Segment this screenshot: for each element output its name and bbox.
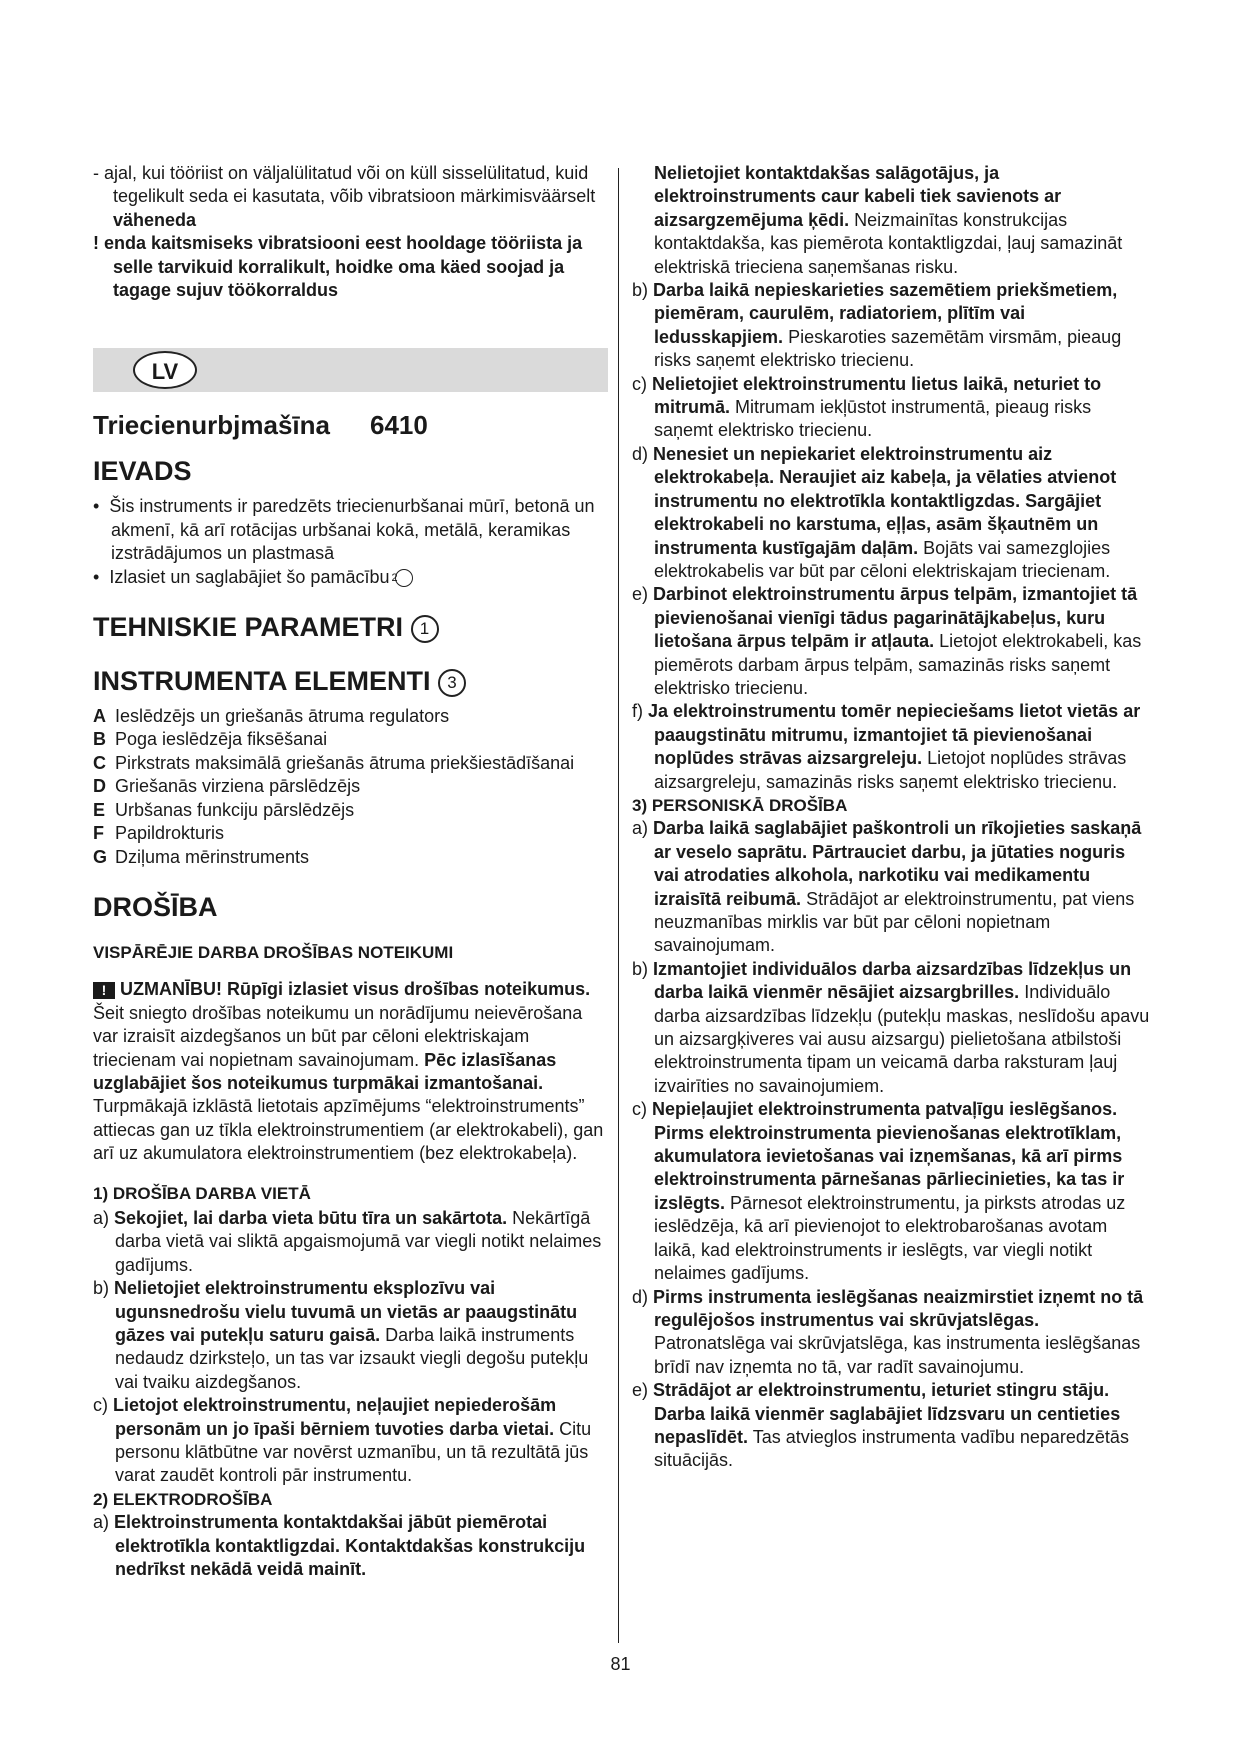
product-title: Triecienurbjmašīna 6410 [93, 410, 428, 441]
rule-item: b) Izmantojiet individuālos darba aizsardzības līdzekļus un darba laikā vienmēr nēsājiet aizsargbrilles. Individuālo darba aizsardzības līdzekļu (putekļu maskas, neslīdošu apavu un aizsargķiveres vai ausu aizsargu) pielietošana atbilstoši elektroinstrumenta tipam un veicamā darba raksturam ļauj izvairīties no savainojumiem. [632, 958, 1150, 1096]
rule-item: c) Nelietojiet elektroinstrumentu lietus laikā, neturiet to mitrumā. Mitrumam iekļūstot instrumentā, pieaug risks saņemt elektrisko triecienu. [632, 373, 1102, 441]
ievads-item: • Izlasiet un saglabājiet šo pamācību 2 [93, 566, 608, 589]
ref-badge: 3 [438, 669, 466, 697]
column-divider [618, 168, 619, 1643]
elements-heading: INSTRUMENTA ELEMENTI 3 [93, 665, 608, 697]
ievads-heading: IEVADS [93, 456, 192, 487]
section3-heading: 3) PERSONISKĀ DROŠĪBA [632, 795, 848, 815]
list-item: B Poga ieslēdzēja fiksēšanai [93, 729, 328, 750]
right-column [632, 162, 1152, 1473]
warning-paragraph: ! UZMANĪBU! Rūpīgi izlasiet visus drošības noteikumus. Šeit sniegto drošības noteikumu un norādījumu neievērošana var izraisīt aizdegšanos un būt par cēloni elektriskajam triecienam vai nopietnam savainojumam. Pēc izlasīšanas uzglabājiet šos noteikumus turpmākai izmantošanai. Turpmākajā izklāstā lietotais apzīmējums “elektroinstruments” attiecas gan uz tīkla elektroinstrumentiem (ar elektrokabeli), gan arī uz akumulatora elektroinstrumentiem (bez elektrokabeļa). [93, 979, 604, 1164]
language-band [93, 348, 608, 392]
ievads-item: • Šis instruments ir paredzēts triecienurbšanai mūrī, betonā un akmenī, kā arī rotācijas urbšanai kokā, metālā, keramikas izstrādājumos un plastmasā [93, 496, 595, 564]
general-rules-heading: VISPĀRĒJIE DARBA DROŠĪBAS NOTEIKUMI [93, 942, 454, 962]
tech-params-heading: TEHNISKIE PARAMETRI 1 [93, 611, 608, 643]
rule-continuation: Nelietojiet kontaktdakšas salāgotājus, ja elektroinstruments caur kabeli tiek savienots ar aizsargzemējuma ķēdi. Neizmainītas konstrukcijas kontaktdakša, kas piemērota kontaktligzdai, ļauj samazināt elektriskā trieciena saņemšanas risku. [654, 163, 1123, 277]
rule-item: d) Pirms instrumenta ieslēgšanas neaizmirstiet izņemt no tā regulējošos instrumentus vai skrūvjatslēgas. Patronatslēga vai skrūvjatslēga, kas instrumenta ieslēgšanas brīdī nav izņemta no tā, var radīt savainojumu. [632, 1286, 1144, 1377]
model-number: 6410 [369, 410, 428, 441]
drosiba-heading: DROŠĪBA [93, 891, 218, 922]
ref-badge: 2 [395, 569, 413, 587]
list-item: D Griešanās virziena pārslēdzējs [93, 776, 361, 797]
rule-item: e) Darbinot elektroinstrumentu ārpus telpām, izmantojiet tā pievienošanai vienīgi tādus pagarinātājkabeļus, kuru lietošana ārpus telpām ir atļauta. Lietojot elektrokabeli, kas piemērots darbam ārpus telpām, samazinās risks saņemt elektrisko triecienu. [632, 584, 1142, 698]
rule-item: a) Darba laikā saglabājiet paškontroli un rīkojieties saskaņā ar veselo saprātu. Pārtrauciet darbu, ja jūtaties noguris vai atrodaties alkohola, narkotiku vai medikamentu izraisītā reibumā. Strādājot ar elektroinstrumentu, pat viens neuzmanības mirklis var būt par cēloni nopietnam savainojumam. [632, 818, 1142, 956]
rule-item: a) Elektroinstrumenta kontaktdakšai jābūt piemērotai elektrotīkla kontaktligzdai. Kontaktdakšas konstrukciju nedrīkst nekādā veidā mainīt. [93, 1512, 586, 1580]
rule-item: b) Darba laikā nepieskarieties sazemētiem priekšmetiem, piemēram, caurulēm, radiatoriem, plītīm vai ledusskapjiem. Pieskaroties sazemētām virsmām, pieaug risks saņemt elektrisko triecienu. [632, 280, 1122, 371]
list-item: E Urbšanas funkciju pārslēdzējs [93, 799, 355, 820]
rule-item: e) Strādājot ar elektroinstrumentu, ieturiet stingru stāju. Darba laikā vienmēr saglabājiet līdzsvaru un centieties nepaslīdēt. Tas atvieglos instrumenta vadību neparedzētās situācijās. [632, 1380, 1129, 1471]
left-column [93, 162, 608, 1581]
section1-heading: 1) DROŠĪBA DARBA VIETĀ [93, 1183, 311, 1203]
list-item: A Ieslēdzējs un griešanās ātruma regulators [93, 706, 450, 727]
language-badge: LV [133, 351, 197, 389]
rule-item: d) Nenesiet un nepiekariet elektroinstrumentu aiz elektrokabeļa. Neraujiet aiz kabeļa, ja vēlaties atvienot instrumentu no elektrotīkla kontaktligzdas. Sargājiet elektrokabeli no karstuma, eļļas, asām šķautnēm un instrumenta kustīgajām daļām. Bojāts vai samezglojies elektrokabelis var būt par cēloni elektriskajam triecienam. [632, 443, 1117, 581]
rule-item: a) Sekojiet, lai darba vieta būtu tīra un sakārtota. Nekārtīgā darba vietā vai sliktā apgaismojumā var viegli notikt nelaimes gadījums. [93, 1207, 602, 1275]
page-number: 81 [610, 1654, 631, 1674]
warning-icon: ! [93, 982, 115, 999]
ref-badge: 1 [411, 615, 439, 643]
rule-item: c) Nepieļaujiet elektroinstrumenta patvaļīgu ieslēgšanos. Pirms elektroinstrumenta pievienošanas elektrotīklam, akumulatora ievietošanas vai izņemšanas, kā arī pirms elektroinstrumenta pārnešanas pārliecinieties, ka tas ir izslēgts. Pārnesot elektroinstrumentu, ja pirksts atrodas uz ieslēdzēja, kā arī pievienojot to elektrobarošanas avotam laikā, kad elektroinstruments ir ieslēgts, var viegli notikt nelaimes gadījums. [632, 1099, 1126, 1284]
list-item: F Papildrokturis [93, 823, 225, 844]
vibration-note-dash: - ajal, kui tööriist on väljalülitatud või on küll sisselülitatud, kuid tegelikult seda ei kasutata, võib vibratsioon märkimisväärselt väheneda [93, 163, 596, 230]
vibration-note-excl: ! enda kaitsmiseks vibratsiooni eest hooldage tööriista ja selle tarvikuid korralikult, hoidke oma käed soojad ja tagage sujuv töökorraldus [93, 233, 583, 301]
elements-list [93, 705, 608, 869]
section2-heading: 2) ELEKTRODROŠĪBA [93, 1489, 273, 1509]
list-item: G Dziļuma mērinstruments [93, 846, 310, 867]
rule-item: c) Lietojot elektroinstrumentu, neļaujiet nepiederošām personām un jo īpaši bērniem tuvoties darba vietai. Citu personu klātbūtne var novērst uzmanību, un tā rezultātā jūs varat zaudēt kontroli pār instrumentu. [93, 1395, 592, 1486]
list-item: C Pirkstrats maksimālā griešanās ātruma priekšiestādīšanai [93, 752, 575, 773]
rule-item: b) Nelietojiet elektroinstrumentu eksplozīvu vai ugunsnedrošu vielu tuvumā un vietās ar paaugstinātu gāzes vai putekļu saturu gaisā. Darba laikā instruments nedaudz dzirksteļo, un tas var izsaukt viegli degošu putekļu vai tvaiku aizdegšanos. [93, 1278, 589, 1392]
rule-item: f) Ja elektroinstrumentu tomēr nepieciešams lietot vietās ar paaugstinātu mitrumu, izmantojiet tā pievienošanai noplūdes strāvas aizsargreleju. Lietojot noplūdes strāvas aizsargreleju, samazinās risks saņemt elektrisko triecienu. [632, 701, 1141, 792]
